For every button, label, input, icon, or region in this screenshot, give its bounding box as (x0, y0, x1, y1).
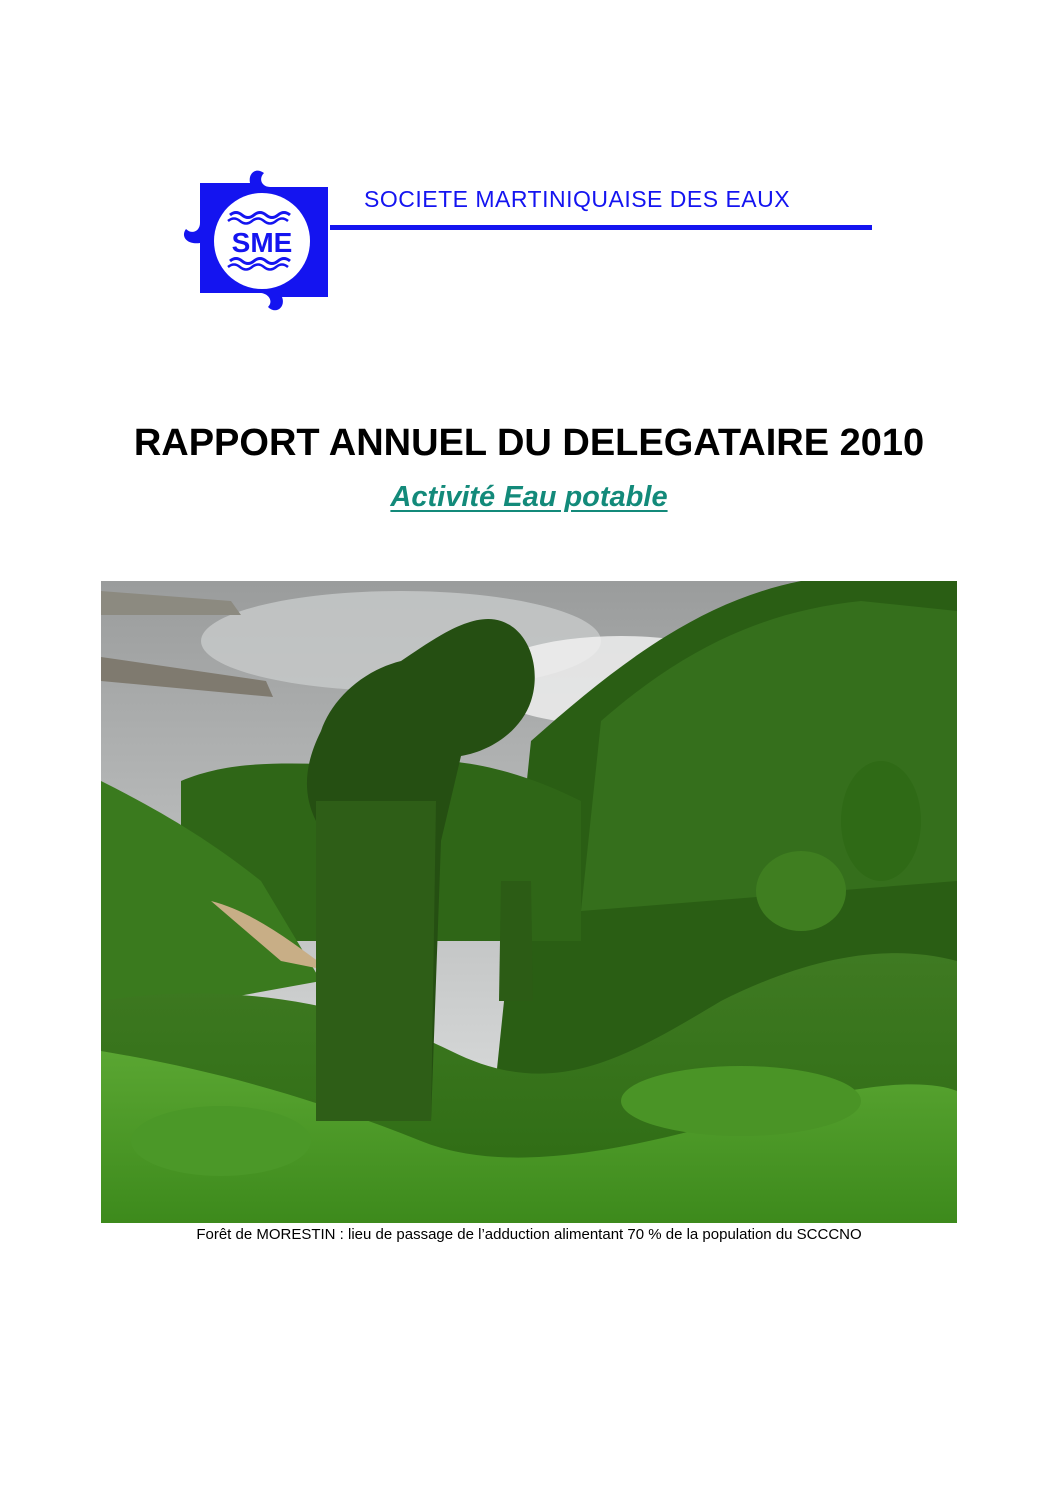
sme-logo (178, 165, 333, 315)
report-title: RAPPORT ANNUEL DU DELEGATAIRE 2010 (133, 422, 925, 464)
forest-photo (101, 581, 957, 1223)
company-underline (330, 225, 872, 230)
company-name: SOCIETE MARTINIQUAISE DES EAUX (364, 186, 791, 212)
logo-lettering: SME (231, 227, 293, 258)
report-subtitle: Activité Eau potable (390, 481, 668, 513)
photo-caption: Forêt de MORESTIN : lieu de passage de l’adduction alimentant 70 % de la population du SCCCNO (196, 1226, 862, 1243)
